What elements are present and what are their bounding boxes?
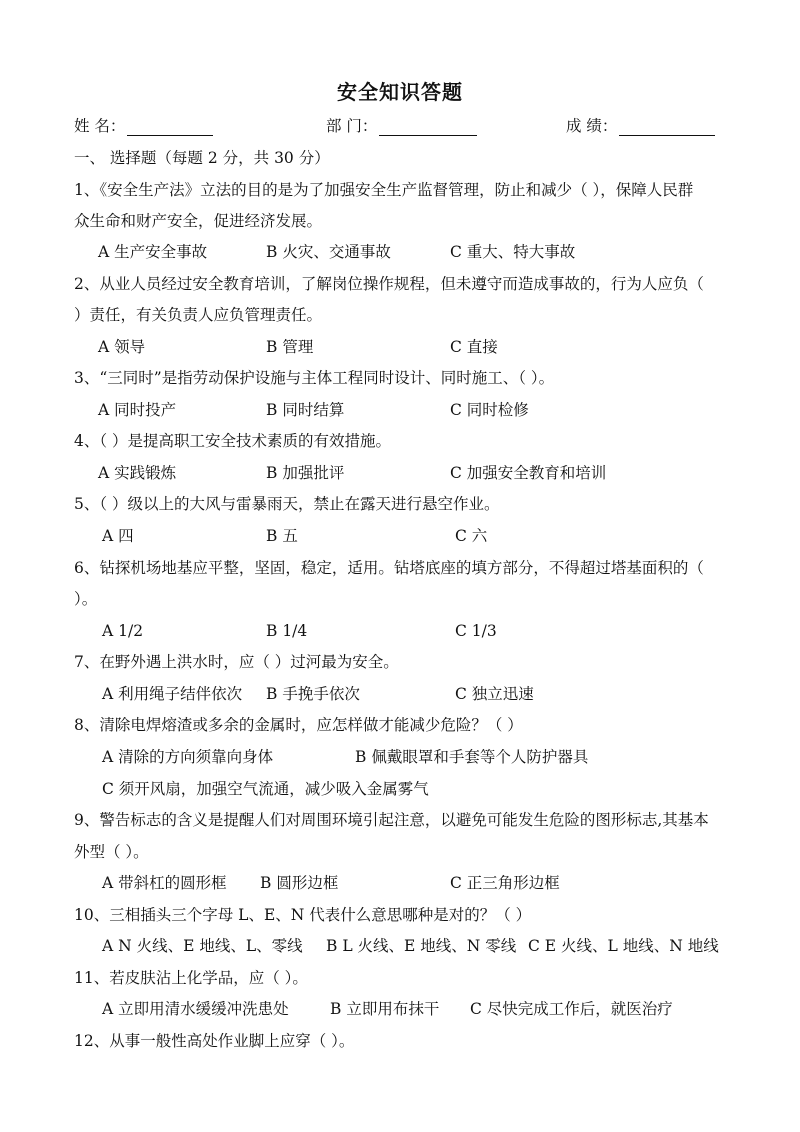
question-line: 众生命和财产安全，促进经济发展。 [74, 212, 323, 230]
option-b: B 1/4 [266, 622, 308, 640]
document-title: 安全知识答题 [337, 80, 463, 104]
option-a: A 领导 [98, 338, 146, 356]
question-line: 8、清除电焊熔渣或多余的金属时，应怎样做才能减少危险？（ ） [74, 716, 523, 734]
dept-field [326, 116, 477, 136]
name-label: 姓 名： [74, 117, 126, 135]
option-b: B 管理 [266, 338, 314, 356]
question-line: 10、三相插头三个字母 L、E、N 代表什么意思哪种是对的？（ ） [74, 906, 532, 924]
option-b: B 佩戴眼罩和手套等个人防护器具 [355, 748, 589, 766]
option-a: A 1/2 [102, 622, 144, 640]
option-b: B 五 [266, 527, 298, 545]
question-line: 外型（ ）。 [74, 843, 149, 861]
option-c: C 六 [455, 527, 488, 545]
option-a: A 同时投产 [98, 401, 177, 419]
option-a: A 生产安全事故 [98, 243, 208, 261]
question-line: 1、《安全生产法》立法的目的是为了加强安全生产监督管理，防止和减少（ ），保障人民群 [74, 181, 694, 199]
option-b: B 圆形边框 [260, 874, 339, 892]
option-a: A N 火线、E 地线、L、零线 [102, 937, 303, 955]
option-a: A 利用绳子结伴依次 [102, 685, 243, 703]
name-blank[interactable] [127, 119, 213, 136]
option-c: C 须开风扇，加强空气流通，减少吸入金属雾气 [102, 780, 429, 798]
option-a: A 实践锻炼 [98, 464, 177, 482]
option-a: A 四 [102, 527, 134, 545]
name-field [74, 116, 213, 136]
question-line: 5、（ ）级以上的大风与雷暴雨天，禁止在露天进行悬空作业。 [74, 495, 500, 513]
option-c: C 重大、特大事故 [450, 243, 576, 261]
option-b: B L 火线、E 地线、N 零线 [326, 937, 517, 955]
question-line: 4、（ ）是提高职工安全技术素质的有效措施。 [74, 432, 392, 450]
option-a: A 带斜杠的圆形框 [102, 874, 227, 892]
option-b: B 火灾、交通事故 [266, 243, 391, 261]
option-c: C 直接 [450, 338, 498, 356]
section-heading: 一、 选择题（每题 2 分，共 30 分） [74, 149, 330, 167]
option-c: C 同时检修 [450, 401, 529, 419]
option-b: B 手挽手依次 [266, 685, 360, 703]
question-line: 9、警告标志的含义是提醒人们对周围环境引起注意，以避免可能发生危险的图形标志,其基本 [74, 811, 709, 829]
score-blank[interactable] [619, 119, 715, 136]
question-line: ）。 [74, 590, 98, 608]
option-c: C 1/3 [455, 622, 497, 640]
option-a: A 清除的方向须靠向身体 [102, 748, 274, 766]
option-c: C E 火线、L 地线、N 地线 [528, 937, 719, 955]
dept-blank[interactable] [379, 119, 477, 136]
question-line: ）责任，有关负责人应负管理责任。 [74, 306, 323, 324]
option-c: C 加强安全教育和培训 [450, 464, 607, 482]
option-b: B 立即用布抹干 [330, 1000, 440, 1018]
question-line: 7、在野外遇上洪水时，应（ ）过河最为安全。 [74, 653, 399, 671]
option-c: C 尽快完成工作后，就医治疗 [470, 1000, 673, 1018]
option-a: A 立即用清水缓缓冲洗患处 [102, 1000, 289, 1018]
option-b: B 加强批评 [266, 464, 345, 482]
option-c: C 独立迅速 [455, 685, 534, 703]
score-label: 成 绩： [566, 117, 618, 135]
question-line: 12、从事一般性高处作业脚上应穿（ ）。 [74, 1032, 355, 1050]
question-line: 2、从业人员经过安全教育培训，了解岗位操作规程，但未遵守而造成事故的，行为人应负（ [74, 275, 704, 293]
question-line: 6、钻探机场地基应平整，坚固，稳定，适用。钻塔底座的填方部分，不得超过塔基面积的（ [74, 559, 704, 577]
question-line: 3、“三同时”是指劳动保护设施与主体工程同时设计、同时施工、（ ）。 [74, 369, 555, 387]
question-line: 11、若皮肤沾上化学品，应（ ）。 [74, 969, 308, 987]
option-c: C 正三角形边框 [450, 874, 560, 892]
score-field [566, 116, 715, 136]
option-b: B 同时结算 [266, 401, 345, 419]
dept-label: 部 门： [326, 117, 378, 135]
